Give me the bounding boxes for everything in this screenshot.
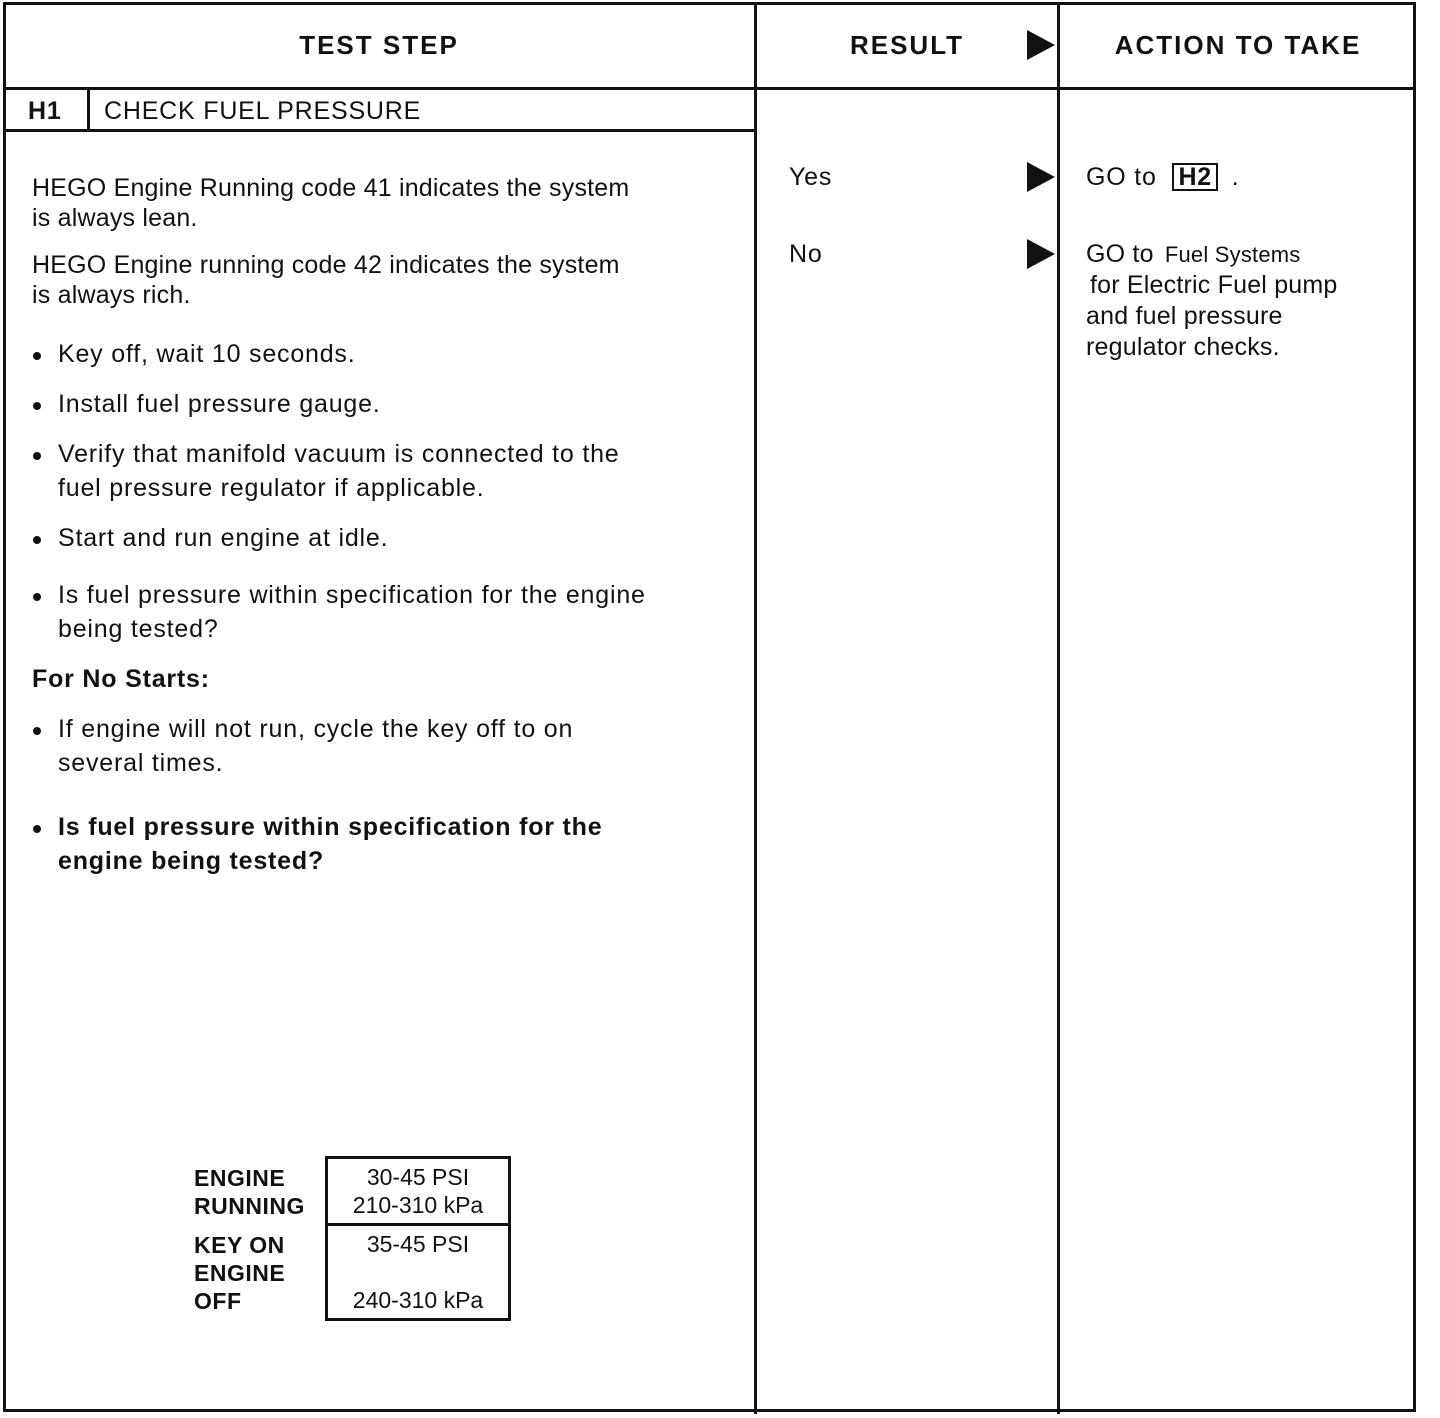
header-result: RESULT <box>849 29 965 60</box>
bullet-start-engine: Start and run engine at idle. <box>58 524 389 552</box>
para2-line1: HEGO Engine running code 42 indicates the system <box>32 251 620 279</box>
bullet-cycle-key-line1: If engine will not run, cycle the key off to on <box>58 715 574 743</box>
header-action: ACTION TO TAKE <box>1114 29 1362 60</box>
bullet-key-off: Key off, wait 10 seconds. <box>58 340 356 368</box>
spec-row2-value-kpa: 240-310 kPa <box>352 1287 484 1313</box>
spec-row2-label-line2: ENGINE <box>194 1260 286 1286</box>
step-title: CHECK FUEL PRESSURE <box>104 97 422 125</box>
spec-row1-label-line1: ENGINE <box>194 1165 286 1191</box>
bullet-verify-vacuum-line2: fuel pressure regulator if applicable. <box>58 474 485 502</box>
bullet-dot <box>33 352 41 360</box>
bullet-question-bold-line1: Is fuel pressure within specification for the <box>58 813 603 841</box>
no-starts-heading: For No Starts: <box>32 665 210 693</box>
result-yes-arrow-icon <box>1027 162 1055 192</box>
result-no: No <box>789 240 823 268</box>
action-yes-prefix: GO to <box>1086 163 1157 191</box>
action-yes-ref[interactable]: H2 <box>1172 163 1218 191</box>
bullet-dot <box>33 825 41 833</box>
spec-row2-label-line1: KEY ON <box>194 1232 285 1258</box>
bullet-dot <box>33 452 41 460</box>
spec-row1-value-kpa: 210-310 kPa <box>352 1192 484 1218</box>
bullet-install-gauge: Install fuel pressure gauge. <box>58 390 381 418</box>
action-yes-suffix: . <box>1231 163 1240 191</box>
action-no-line2: for Electric Fuel pump <box>1090 271 1338 299</box>
para1-line2: is always lean. <box>32 204 198 232</box>
action-yes <box>1086 162 1240 193</box>
step-id: H1 <box>28 97 62 125</box>
spec-row2-label-line3: OFF <box>194 1288 242 1314</box>
bullet-question-line2: being tested? <box>58 615 219 643</box>
para2-line2: is always rich. <box>32 281 191 309</box>
bullet-question-bold-line2: engine being tested? <box>58 847 325 875</box>
bullet-verify-vacuum-line1: Verify that manifold vacuum is connected to the <box>58 440 620 468</box>
action-no-line1 <box>1086 239 1301 270</box>
bullet-dot <box>33 593 41 601</box>
step-title-divider <box>3 129 755 132</box>
bullet-dot <box>33 402 41 410</box>
para1-line1: HEGO Engine Running code 41 indicates the system <box>32 174 630 202</box>
action-no-line3: and fuel pressure <box>1086 302 1283 330</box>
step-id-divider <box>87 88 90 130</box>
action-no-ref[interactable]: Fuel Systems <box>1164 242 1301 267</box>
bullet-question-line1: Is fuel pressure within specification for the engine <box>58 581 646 609</box>
bullet-cycle-key-line2: several times. <box>58 749 224 777</box>
spec-row1-label-line2: RUNNING <box>194 1193 305 1219</box>
spec-row1-value-psi: 30-45 PSI <box>366 1164 470 1190</box>
column-divider-2 <box>1057 2 1060 1414</box>
column-divider-1 <box>754 2 757 1414</box>
action-no-line4: regulator checks. <box>1086 333 1280 361</box>
bullet-dot <box>33 536 41 544</box>
header-arrow-icon <box>1027 30 1055 60</box>
header-test-step: TEST STEP <box>299 29 459 60</box>
result-yes: Yes <box>789 163 833 191</box>
action-no-prefix: GO to <box>1086 240 1154 268</box>
bullet-dot <box>33 727 41 735</box>
result-no-arrow-icon <box>1027 239 1055 269</box>
spec-row2-value-psi: 35-45 PSI <box>366 1231 470 1257</box>
